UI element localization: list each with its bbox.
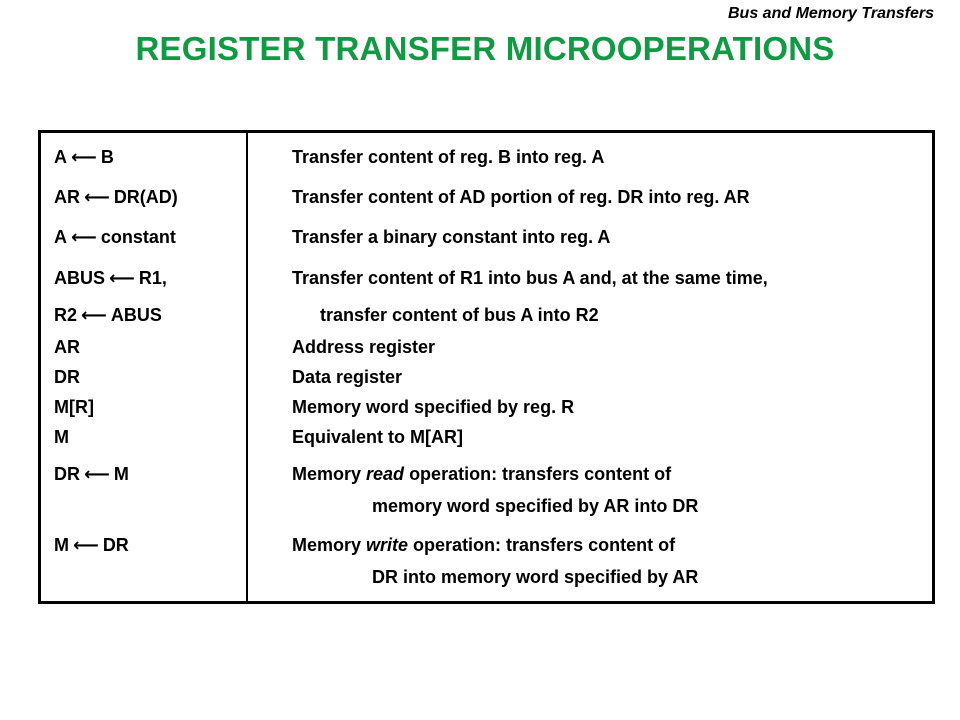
- definition-term: AR: [54, 337, 80, 357]
- left-arrow-icon: ⟵: [84, 464, 110, 484]
- definition-term: DR: [54, 367, 80, 387]
- transfer-expression: A ⟵ constant: [54, 227, 176, 247]
- column-divider: [246, 130, 248, 604]
- transfer-description: Transfer a binary constant into reg. A: [292, 227, 611, 247]
- transfer-description: Transfer content of AD portion of reg. DR into reg. AR: [292, 187, 750, 207]
- left-arrow-icon: ⟵: [71, 147, 97, 167]
- left-arrow-icon: ⟵: [73, 535, 99, 555]
- left-arrow-icon: ⟵: [81, 305, 107, 325]
- transfer-expression: A ⟵ B: [54, 147, 114, 167]
- transfer-description: Transfer content of reg. B into reg. A: [292, 147, 605, 167]
- memory-write-description-line2: DR into memory word specified by AR: [372, 567, 699, 587]
- transfer-description: transfer content of bus A into R2: [320, 305, 599, 325]
- definition-description: Address register: [292, 337, 436, 357]
- definition-term: M[R]: [54, 397, 94, 417]
- left-arrow-icon: ⟵: [84, 187, 110, 207]
- topic-label: Bus and Memory Transfers: [728, 5, 934, 22]
- transfer-expression: R2 ⟵ ABUS: [54, 305, 162, 325]
- definition-description: Data register: [292, 367, 403, 387]
- definition-term: M: [54, 427, 69, 447]
- memory-write-expression: M ⟵ DR: [54, 535, 129, 555]
- memory-read-description: Memory read operation: transfers content of: [292, 464, 672, 484]
- left-arrow-icon: ⟵: [71, 227, 97, 247]
- memory-read-expression: DR ⟵ M: [54, 464, 129, 484]
- transfer-expression: AR ⟵ DR(AD): [54, 187, 178, 207]
- memory-write-description: Memory write operation: transfers content of: [292, 535, 676, 555]
- left-arrow-icon: ⟵: [109, 268, 135, 288]
- memory-read-description-line2: memory word specified by AR into DR: [372, 496, 699, 516]
- transfer-expression: ABUS ⟵ R1,: [54, 268, 167, 288]
- definition-description: Equivalent to M[AR]: [292, 427, 463, 447]
- page-title: REGISTER TRANSFER MICROOPERATIONS: [135, 30, 835, 67]
- definition-description: Memory word specified by reg. R: [292, 397, 575, 417]
- transfer-description: Transfer content of R1 into bus A and, at the same time,: [292, 268, 768, 288]
